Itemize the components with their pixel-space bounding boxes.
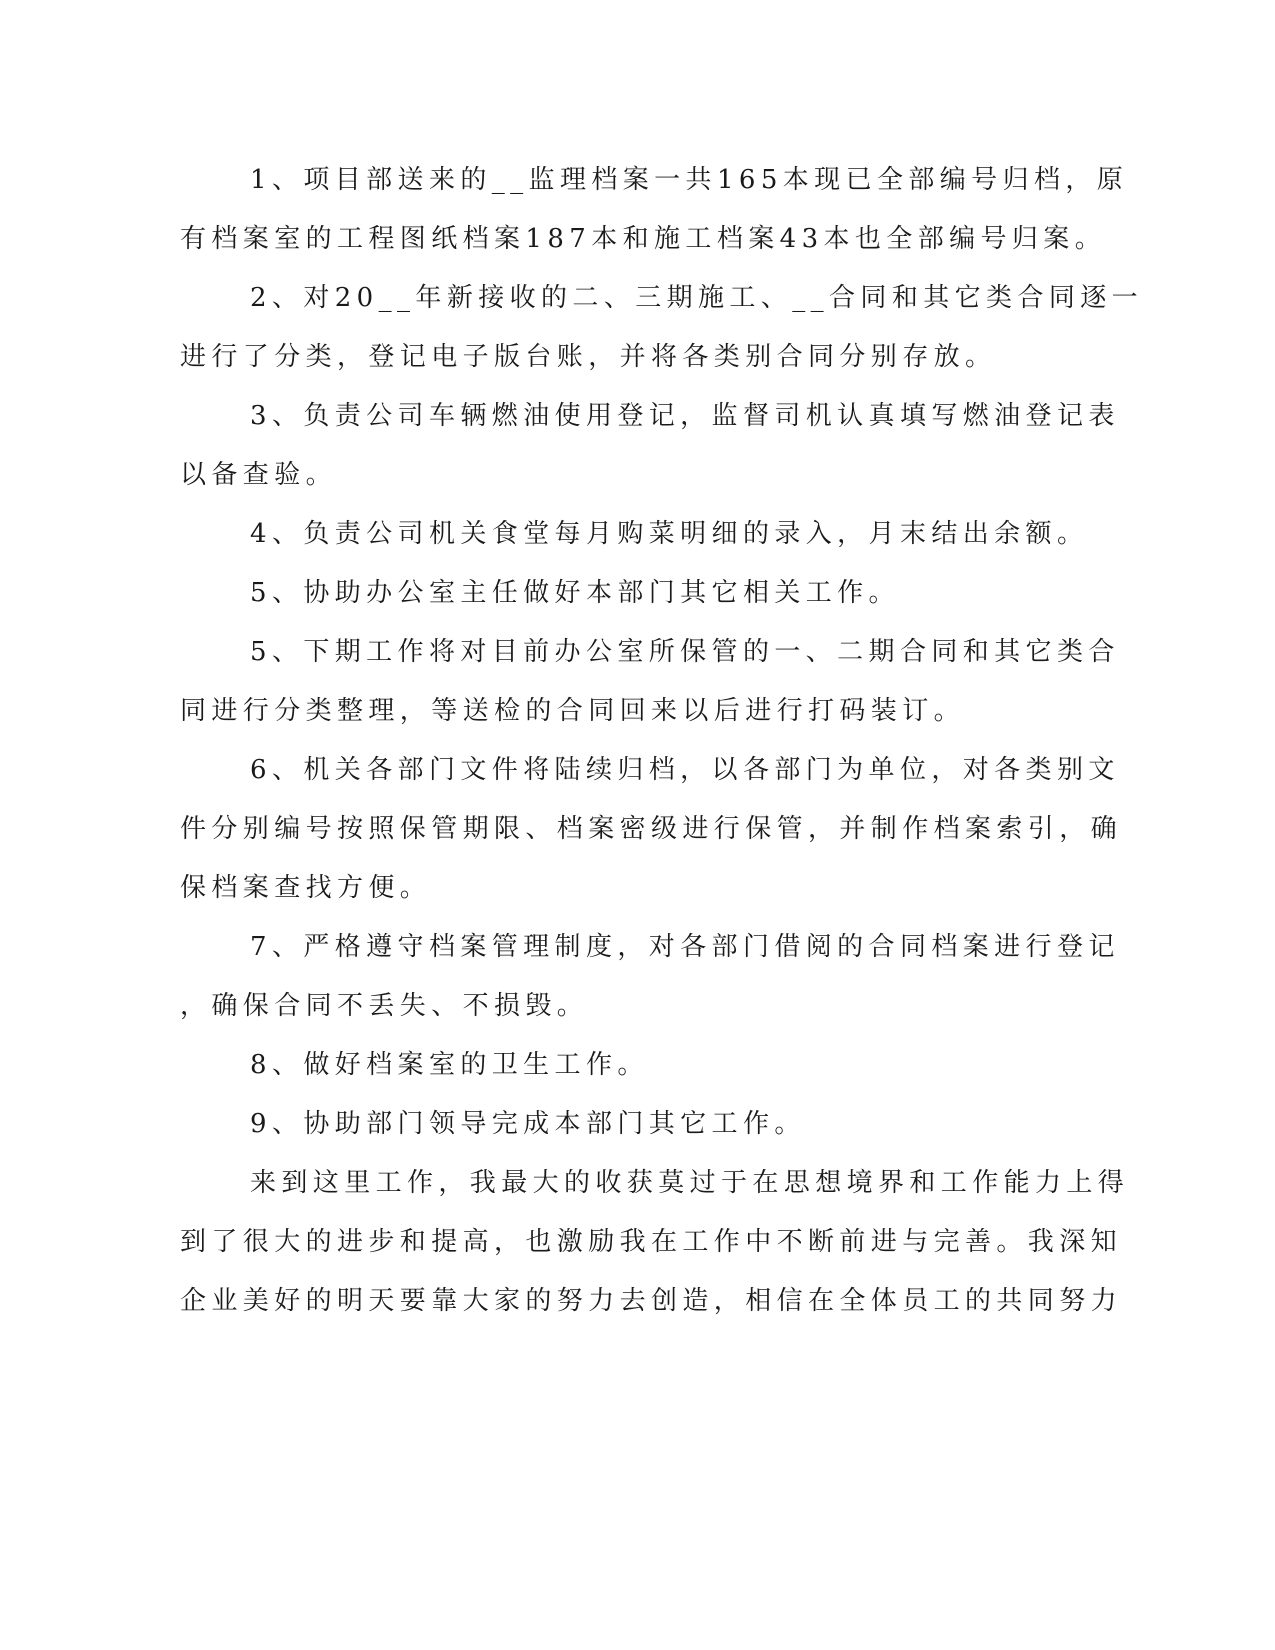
document-body bbox=[180, 151, 1144, 1331]
text-line: 企业美好的明天要靠大家的努力去创造，相信在全体员工的共同努力 bbox=[180, 1286, 1123, 1316]
text-line: 5、下期工作将对目前办公室所保管的一、二期合同和其它类合 bbox=[250, 637, 1120, 667]
text-line: 9、协助部门领导完成本部门其它工作。 bbox=[250, 1109, 806, 1139]
text-line: 2、对20__年新接收的二、三期施工、__合同和其它类合同逐一 bbox=[250, 283, 1144, 313]
text-line: 8、做好档案室的卫生工作。 bbox=[250, 1050, 649, 1080]
text-line: 同进行分类整理，等送检的合同回来以后进行打码装订。 bbox=[180, 696, 966, 726]
text-line: 1、项目部送来的__监理档案一共165本现已全部编号归档，原 bbox=[250, 165, 1129, 195]
text-line: 4、负责公司机关食堂每月购菜明细的录入，月末结出余额。 bbox=[250, 519, 1089, 549]
text-line: 有档案室的工程图纸档案187本和施工档案43本也全部编号归案。 bbox=[180, 224, 1107, 254]
text-line: 保档案查找方便。 bbox=[180, 873, 432, 903]
text-line: 5、协助办公室主任做好本部门其它相关工作。 bbox=[250, 578, 900, 608]
text-line: 进行了分类，登记电子版台账，并将各类别合同分别存放。 bbox=[180, 342, 997, 372]
text-line: 来到这里工作，我最大的收获莫过于在思想境界和工作能力上得 bbox=[250, 1168, 1130, 1198]
text-line: 到了很大的进步和提高，也激励我在工作中不断前进与完善。我深知 bbox=[180, 1227, 1123, 1257]
text-line: 以备查验。 bbox=[180, 460, 338, 490]
text-line: 件分别编号按照保管期限、档案密级进行保管，并制作档案索引，确 bbox=[180, 814, 1123, 844]
text-line: 6、机关各部门文件将陆续归档，以各部门为单位，对各类别文 bbox=[250, 755, 1120, 785]
text-line: 7、严格遵守档案管理制度，对各部门借阅的合同档案进行登记 bbox=[250, 932, 1120, 962]
text-line: 3、负责公司车辆燃油使用登记，监督司机认真填写燃油登记表 bbox=[250, 401, 1120, 431]
text-line: ，确保合同不丢失、不损毁。 bbox=[180, 991, 589, 1021]
